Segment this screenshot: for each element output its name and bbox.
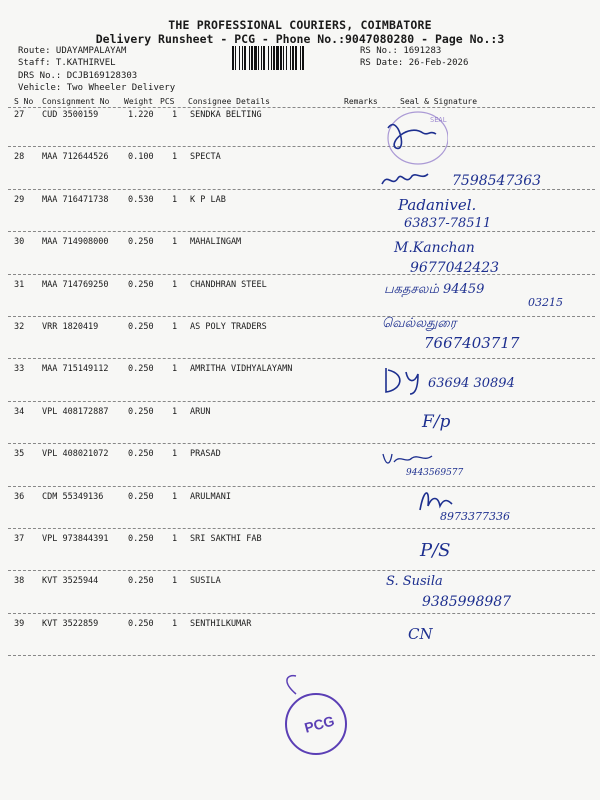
row-divider <box>8 316 595 317</box>
handwriting-row-35: 9443569577 <box>406 468 464 478</box>
row-consignment-no: MAA 715149112 <box>42 364 109 375</box>
signature-row-33 <box>380 364 428 396</box>
col-remarks: Remarks <box>344 97 378 106</box>
row-pcs: 1 <box>172 449 178 460</box>
row-sno: 35 <box>14 449 25 460</box>
handwriting-row-32-phone: 7667403717 <box>424 334 520 352</box>
row-pcs: 1 <box>172 534 178 544</box>
row-weight: 0.530 <box>128 194 154 205</box>
header-divider <box>8 107 595 108</box>
handwriting-row-30-phone: 9677042423 <box>410 260 500 276</box>
row-consignee: SPECTA <box>190 152 221 163</box>
handwriting-row-36: 8973377336 <box>440 510 510 523</box>
row-sno: 39 <box>14 618 25 629</box>
col-consignment: Consignment No <box>42 97 110 106</box>
row-consignment-no: KVT 3525944 <box>42 576 99 587</box>
barcode-image <box>232 46 352 70</box>
row-sno: 29 <box>14 194 25 205</box>
pcg-stamp <box>268 672 358 762</box>
row-sno: 32 <box>14 322 25 332</box>
row-pcs: 1 <box>172 152 178 163</box>
handwriting-row-31-a: பகதசலம் 94459 <box>384 282 485 297</box>
row-divider <box>8 274 595 275</box>
row-consignment-no: MAA 716471738 <box>42 194 109 205</box>
stamp-text: PCG <box>302 712 337 736</box>
col-consignee: Consignee Details <box>188 97 270 106</box>
signature-row-28 <box>378 168 448 192</box>
row-pcs: 1 <box>172 194 178 205</box>
row-sno: 28 <box>14 152 25 163</box>
row-pcs: 1 <box>172 576 178 587</box>
row-divider <box>8 358 595 359</box>
row-divider <box>8 655 595 656</box>
row-consignee: SENTHILKUMAR <box>190 618 252 629</box>
runsheet-subtitle: Delivery Runsheet - PCG - Phone No.:9047080280 - Page No.:3 <box>95 32 505 46</box>
handwriting-row-32-name: வெல்லதுரை <box>382 316 457 331</box>
row-divider <box>8 528 595 529</box>
row-sno: 37 <box>14 534 25 544</box>
handwriting-row-37: P/S <box>420 540 451 561</box>
row-consignment-no: CUD 3500159 <box>42 110 99 120</box>
row-pcs: 1 <box>172 364 178 375</box>
row-weight: 0.250 <box>128 279 154 290</box>
row-consignment-no: MAA 714908000 <box>42 237 109 248</box>
row-pcs: 1 <box>172 279 178 290</box>
col-pcs: PCS <box>160 97 175 106</box>
rs-date: RS Date: 26-Feb-2026 <box>360 58 469 68</box>
row-consignee: CHANDHRAN STEEL <box>190 279 267 290</box>
handwriting-row-29-name: Padanivel. <box>398 196 477 214</box>
col-weight: Weight <box>124 97 153 106</box>
row-consignment-no: VRR 1820419 <box>42 322 99 332</box>
company-title: THE PROFESSIONAL COURIERS, COIMBATORE <box>168 18 432 32</box>
signature-row-35 <box>380 450 440 468</box>
col-seal-signature: Seal & Signature <box>400 97 478 106</box>
staff-label: Staff: T.KATHIRVEL <box>18 58 116 68</box>
row-weight: 0.250 <box>128 449 154 460</box>
row-pcs: 1 <box>172 110 178 120</box>
row-consignment-no: MAA 714769250 <box>42 279 109 290</box>
row-weight: 0.250 <box>128 406 154 417</box>
row-pcs: 1 <box>172 406 178 417</box>
row-weight: 0.250 <box>128 534 154 544</box>
handwriting-row-38-phone: 9385998987 <box>422 594 512 610</box>
handwriting-row-30-name: M.Kanchan <box>394 240 475 256</box>
row-consignee: AS POLY TRADERS <box>190 322 267 332</box>
row-consignment-no: KVT 3522859 <box>42 618 99 629</box>
row-sno: 30 <box>14 237 25 248</box>
drs-label: DRS No.: DCJB169128303 <box>18 71 138 81</box>
row-consignee: ARUN <box>190 406 211 417</box>
row-weight: 0.250 <box>128 237 154 248</box>
handwriting-row-39: CN <box>408 625 433 643</box>
row-sno: 31 <box>14 279 25 290</box>
row-divider <box>8 146 595 147</box>
row-weight: 0.250 <box>128 618 154 629</box>
col-sno: S No <box>14 97 34 106</box>
row-weight: 0.250 <box>128 364 154 375</box>
rs-number: RS No.: 1691283 <box>360 46 442 56</box>
row-sno: 38 <box>14 576 25 587</box>
top-seal-text: SEAL <box>430 116 447 124</box>
row-consignee: PRASAD <box>190 449 221 460</box>
handwriting-row-38-name: S. Susila <box>386 574 443 589</box>
row-weight: 0.250 <box>128 576 154 587</box>
row-consignment-no: VPL 408172887 <box>42 406 109 417</box>
row-consignment-no: CDM 55349136 <box>42 491 104 502</box>
row-consignee: SRI SAKTHI FAB <box>190 534 262 544</box>
barcode-bar <box>304 46 305 70</box>
handwriting-row-31-b: 03215 <box>528 296 563 309</box>
handwriting-row-29-phone: 63837-78511 <box>404 216 492 231</box>
row-divider <box>8 570 595 571</box>
vehicle-label: Vehicle: Two Wheeler Delivery <box>18 83 176 93</box>
row-divider <box>8 443 595 444</box>
row-pcs: 1 <box>172 618 178 629</box>
handwriting-row-33: 63694 30894 <box>428 376 515 391</box>
row-consignee: SENDKA BELTING <box>190 110 262 120</box>
row-divider <box>8 401 595 402</box>
row-consignee: AMRITHA VIDHYALAYAMN <box>190 364 293 375</box>
row-consignee: ARULMANI <box>190 491 231 502</box>
row-consignment-no: VPL 973844391 <box>42 534 109 544</box>
row-consignee: MAHALINGAM <box>190 237 242 248</box>
row-divider <box>8 231 595 232</box>
row-divider <box>8 486 595 487</box>
route-label: Route: UDAYAMPALAYAM <box>18 46 127 56</box>
row-sno: 33 <box>14 364 25 375</box>
row-consignment-no: VPL 408021072 <box>42 449 109 460</box>
row-weight: 0.250 <box>128 322 154 332</box>
row-pcs: 1 <box>172 237 178 248</box>
row-consignee: SUSILA <box>190 576 221 587</box>
row-divider <box>8 613 595 614</box>
row-weight: 0.250 <box>128 491 154 502</box>
handwriting-row-28: 7598547363 <box>452 173 542 189</box>
row-weight: 0.100 <box>128 152 154 163</box>
row-pcs: 1 <box>172 322 178 332</box>
row-sno: 36 <box>14 491 25 502</box>
top-seal-stamp <box>378 108 448 168</box>
row-sno: 34 <box>14 406 25 417</box>
row-sno: 27 <box>14 110 25 120</box>
row-weight: 1.220 <box>128 110 154 120</box>
handwriting-row-34: F/p <box>422 412 451 432</box>
row-consignment-no: MAA 712644526 <box>42 152 109 163</box>
row-pcs: 1 <box>172 491 178 502</box>
row-consignee: K P LAB <box>190 194 226 205</box>
